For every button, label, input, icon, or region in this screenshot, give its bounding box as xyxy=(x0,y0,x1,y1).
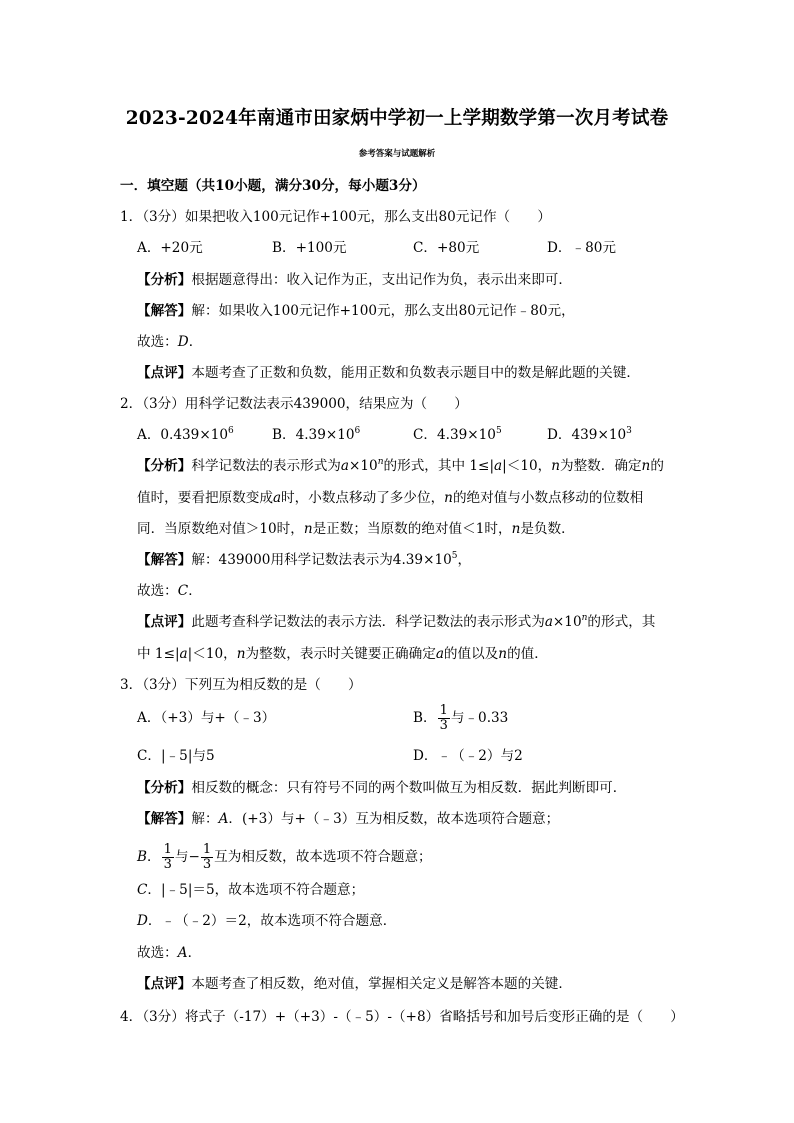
q1-option-b: B．+100元 xyxy=(272,240,347,256)
text: 同．当原数绝对值＞10时， xyxy=(137,521,304,537)
text: ．|﹣5|＝5，故本选项不符合题意； xyxy=(147,882,365,898)
var-n: n xyxy=(511,521,521,537)
text: 中 1≤| xyxy=(137,646,180,662)
q1-answer xyxy=(137,301,575,321)
q3-answer-line-d xyxy=(137,911,396,931)
q3-option-c: C．|﹣5|与5 xyxy=(137,748,215,764)
q3-choose-prefix: 故选： xyxy=(137,945,178,961)
q3-analysis-text: 相反数的概念：只有符号不同的两个数叫做互为相反数．据此判断即可． xyxy=(191,780,627,796)
q3-answer-line-c xyxy=(137,880,364,900)
var-n: n xyxy=(444,490,453,506)
text: ． xyxy=(147,849,161,865)
var-a: a xyxy=(544,614,553,630)
q2-option-c-exp: 5 xyxy=(495,426,502,436)
text: ．﹣（﹣2）＝2，故本选项不符合题意． xyxy=(147,913,397,929)
q2-option-c xyxy=(413,425,502,447)
text: 是正数；当原数的绝对值＜1时， xyxy=(312,521,512,537)
text: 与﹣0.33 xyxy=(450,710,509,726)
section-heading: 一．填空题（共10小题，满分30分，每小题3分） xyxy=(120,178,426,194)
var-a: a xyxy=(494,458,503,474)
q2-option-d xyxy=(547,425,632,447)
text: 为整数．确定 xyxy=(559,458,642,474)
denominator: 3 xyxy=(439,718,448,733)
text: 互为相反数，故本选项不符合题意； xyxy=(214,849,432,865)
numerator: 1 xyxy=(202,842,212,857)
times-ten: ×10 xyxy=(349,458,378,474)
q1-analysis xyxy=(137,270,572,290)
fraction xyxy=(201,843,213,872)
q3-answer xyxy=(137,809,559,829)
text: 的值． xyxy=(507,646,548,662)
q2-option-a-exp: 6 xyxy=(228,426,234,436)
var-n: n xyxy=(581,613,588,623)
q1-stem: 1．（3分）如果把收入100元记作+100元，那么支出80元记作（ ） xyxy=(120,209,551,225)
page-title: 2023-2024年南通市田家炳中学初一上学期数学第一次月考试卷 xyxy=(125,108,669,129)
text: 科学记数法的表示形式为 xyxy=(191,458,341,474)
q4-stem: 4．（3分）将式子（-17）+（+3）-（﹣5）-（+8）省略括号和加号后变形正确的是（ ） xyxy=(120,1009,684,1025)
letter: D xyxy=(137,913,148,929)
q2-choose-prefix: 故选： xyxy=(137,583,178,599)
var-a: a xyxy=(179,646,188,662)
q2-answer-exp: 5 xyxy=(451,551,458,561)
var-a: a xyxy=(340,458,350,474)
q2-option-b xyxy=(272,425,360,447)
q1-analysis-text: 根据题意得出：收入记作为正，支出记作为负，表示出来即可． xyxy=(191,272,572,288)
var-n: n xyxy=(498,646,508,662)
text: 的形式，其 xyxy=(587,614,656,630)
var-n: n xyxy=(303,521,313,537)
text: B． xyxy=(413,710,437,726)
page-subtitle: 参考答案与试题解析 xyxy=(358,149,436,159)
q3-choose-letter: A xyxy=(177,945,188,961)
q2-stem: 2．（3分）用科学记数法表示439000，结果应为（ ） xyxy=(120,396,468,412)
q2-option-d-exp: 3 xyxy=(626,426,632,436)
minus-sign: − xyxy=(188,849,200,865)
var-n: n xyxy=(377,457,384,467)
q3-choose-suffix: ． xyxy=(187,945,202,961)
q1-option-d: D．﹣80元 xyxy=(547,240,616,256)
q3-analysis xyxy=(137,778,626,798)
q1-comment xyxy=(137,363,640,383)
q1-option-c: C．+80元 xyxy=(413,240,480,256)
q3-option-b xyxy=(413,704,508,733)
q1-choose-suffix: ． xyxy=(188,334,203,350)
q2-analysis-line-1 xyxy=(137,456,664,478)
q2-option-a xyxy=(137,425,234,447)
q2-choose xyxy=(137,581,202,601)
answer-label: 【解答】 xyxy=(137,303,192,319)
text: 值时，要看把原数变成 xyxy=(137,490,273,506)
text: ．(+3）与+（﹣3）互为相反数，故本选项符合题意； xyxy=(228,811,560,827)
text: 解： xyxy=(191,811,219,827)
answer-label: 【解答】 xyxy=(137,552,192,568)
denominator: 3 xyxy=(202,857,212,872)
q3-stem: 3．（3分）下列互为相反数的是（ ） xyxy=(120,677,362,693)
fraction xyxy=(438,704,450,733)
letter: C xyxy=(137,882,148,898)
analysis-label: 【分析】 xyxy=(137,780,192,796)
var-a: a xyxy=(272,490,282,506)
numerator: 1 xyxy=(439,703,448,718)
q2-answer xyxy=(137,550,471,572)
q3-choose xyxy=(137,943,201,963)
q3-answer-line-b xyxy=(137,843,432,872)
text: 为整数，表示时关键要正确确定 xyxy=(245,646,436,662)
q2-option-a-base: A．0.439×10 xyxy=(137,427,229,443)
q1-comment-text: 本题考查了正数和负数，能用正数和负数表示题目中的数是解此题的关键． xyxy=(191,365,640,381)
q1-option-a: A．+20元 xyxy=(137,240,203,256)
q2-comment-line-1 xyxy=(137,612,655,634)
numerator: 1 xyxy=(163,842,172,857)
text: 此题考查科学记数法的表示方法．科学记数法的表示形式为 xyxy=(191,614,545,630)
q2-option-b-exp: 6 xyxy=(354,426,361,436)
comment-label: 【点评】 xyxy=(137,365,192,381)
q2-option-d-base: D．439×10 xyxy=(547,427,627,443)
times-ten: ×10 xyxy=(552,614,582,630)
q1-answer-text: 解：如果收入100元记作+100元，那么支出80元记作﹣80元， xyxy=(191,303,575,319)
var-n: n xyxy=(236,646,246,662)
q2-option-c-base: C．4.39×10 xyxy=(413,427,496,443)
analysis-label: 【分析】 xyxy=(137,458,192,474)
var-n: n xyxy=(551,458,560,474)
text: 时，小数点移动了多少位， xyxy=(281,490,445,506)
text: 的 xyxy=(650,458,664,474)
q1-choose-prefix: 故选： xyxy=(137,334,178,350)
q3-comment xyxy=(137,974,572,994)
q2-analysis-line-2 xyxy=(137,488,643,508)
comment-label: 【点评】 xyxy=(137,614,192,630)
q1-choose xyxy=(137,332,202,352)
comment-label: 【点评】 xyxy=(137,976,192,992)
var-a: a xyxy=(435,646,444,662)
q2-option-b-base: B．4.39×10 xyxy=(272,427,355,443)
analysis-label: 【分析】 xyxy=(137,272,192,288)
text: 的形式，其中 1≤| xyxy=(383,458,495,474)
text: |＜10， xyxy=(502,458,552,474)
letter: B xyxy=(137,849,147,865)
q2-analysis-line-3 xyxy=(137,519,575,539)
text: 的绝对值与小数点移动的位数相 xyxy=(452,490,644,506)
text: 的值以及 xyxy=(443,646,499,662)
text: 与 xyxy=(174,849,189,865)
var-n: n xyxy=(641,458,651,474)
q3-comment-text: 本题考查了相反数，绝对值，掌握相关定义是解答本题的关键． xyxy=(191,976,572,992)
fraction xyxy=(162,843,174,872)
text: 是负数． xyxy=(520,521,575,537)
answer-label: 【解答】 xyxy=(137,811,192,827)
q2-comment-line-2 xyxy=(137,644,548,664)
q2-choose-suffix: ． xyxy=(188,583,202,599)
q2-choose-letter: C xyxy=(177,583,189,599)
text: ， xyxy=(457,552,472,568)
text: |＜10， xyxy=(187,646,237,662)
denominator: 3 xyxy=(163,857,172,872)
letter: A xyxy=(218,811,229,827)
q3-option-d: D．﹣（﹣2）与2 xyxy=(413,748,523,764)
q2-answer-text: 解：439000用科学记数法表示为4.39×10 xyxy=(191,552,452,568)
q1-choose-letter: D xyxy=(177,334,189,350)
q3-option-a: A．（+3）与+（﹣3） xyxy=(137,710,276,726)
